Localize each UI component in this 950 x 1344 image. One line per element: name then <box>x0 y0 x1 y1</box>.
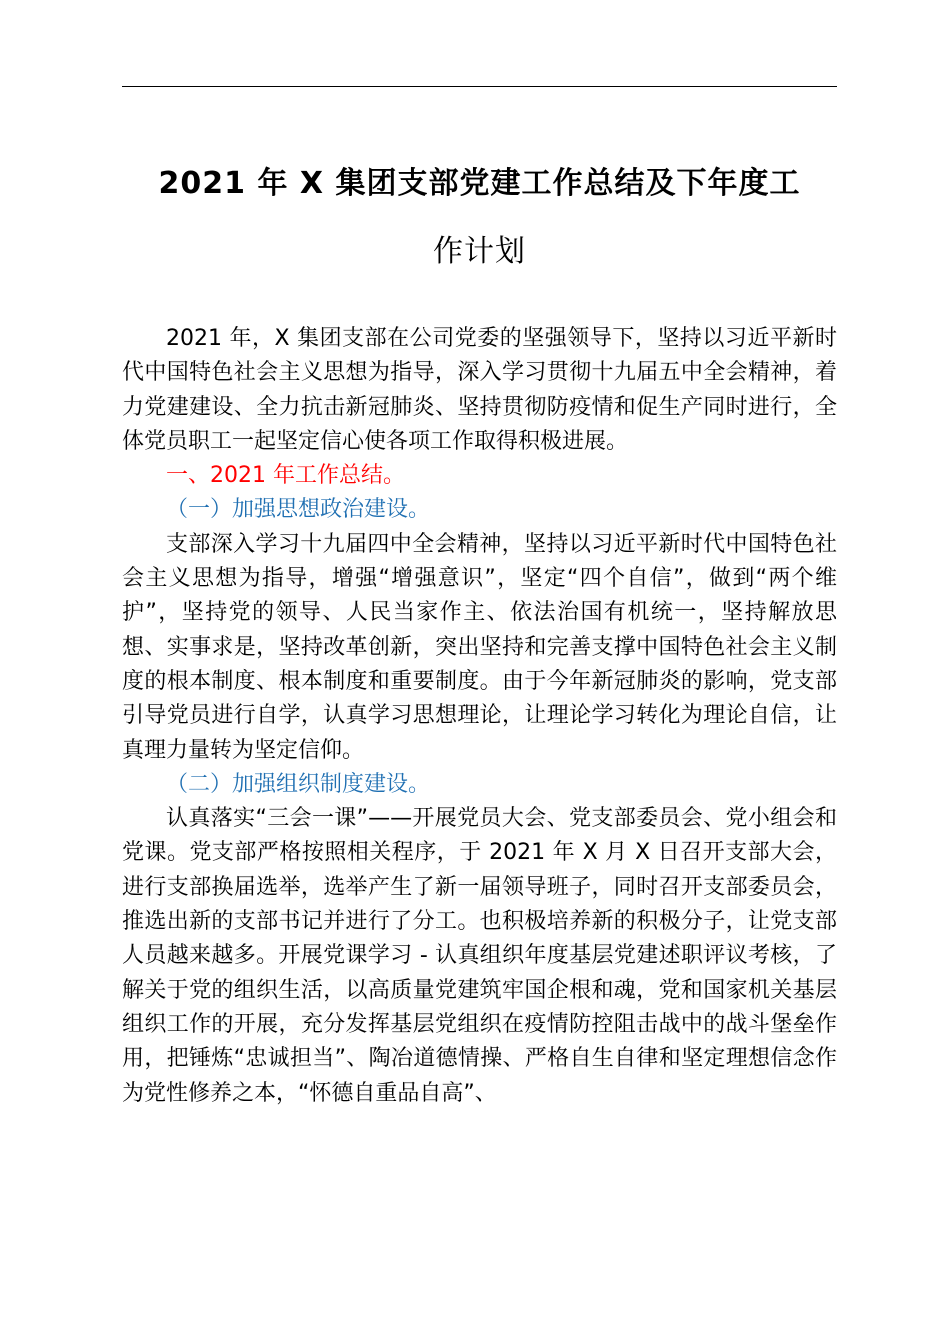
intro-paragraph: 2021 年，X 集团支部在公司党委的坚强领导下，坚持以习近平新时代中国特色社会主义思想为指导，深入学习贯彻十九届五中全会精神，着力党建建设、全力抗击新冠肺炎、坚持贯彻防疫情和促生产同时进行，全体党员职工一起坚定信心使各项工作取得积极进展。 <box>122 326 837 454</box>
subsection-heading-2: （二）加强组织制度建设。 <box>166 771 431 797</box>
subsection-2-paragraph: 认真落实“三会一课”——开展党员大会、党支部委员会、党小组会和党课。党支部严格按照相关程序，于 2021 年 X 月 X 日召开支部大会，进行支部换届选举，选举产生了新一届领导班子，同时召开支部委员会，推选出新的支部书记并进行了分工。也积极培养新的积极分子，让党支部人员越来越多。开展党课学习 - 认真组织年度基层党建述职评议考核，了解关于党的组织生活，以高质量党建筑牢国企根和魂，党和国家机关基层组织工作的开展，充分发挥基层党组织在疫情防控阻击战中的战斗堡垒作用，把锤炼“忠诚担当”、陶冶道德情操、严格自生自律和坚定理想信念作为党性修养之本，“怀德自重品自高”、 <box>122 806 837 1106</box>
title-line-2: 作计划 <box>433 234 526 269</box>
document-title <box>122 150 837 286</box>
document-body <box>122 322 837 1111</box>
title-line-1: 2021 年 X 集团支部党建工作总结及下年度工 <box>158 166 801 201</box>
subsection-heading-1: （一）加强思想政治建设。 <box>166 497 431 523</box>
subsection-1-paragraph: 支部深入学习十九届四中全会精神，坚持以习近平新时代中国特色社会主义思想为指导，增强“增强意识”，坚定“四个自信”，做到“两个维护”，坚持党的领导、人民当家作主、依法治国有机统一，坚持解放思想、实事求是，坚持改革创新，突出坚持和完善支撑中国特色社会主义制度的根本制度、根本制度和重要制度。由于今年新冠肺炎的影响，党支部引导党员进行自学，认真学习思想理论，让理论学习转化为理论自信，让真理力量转为坚定信仰。 <box>122 531 837 763</box>
header-rule <box>122 86 837 87</box>
section-heading-1: 一、2021 年工作总结。 <box>166 463 405 489</box>
